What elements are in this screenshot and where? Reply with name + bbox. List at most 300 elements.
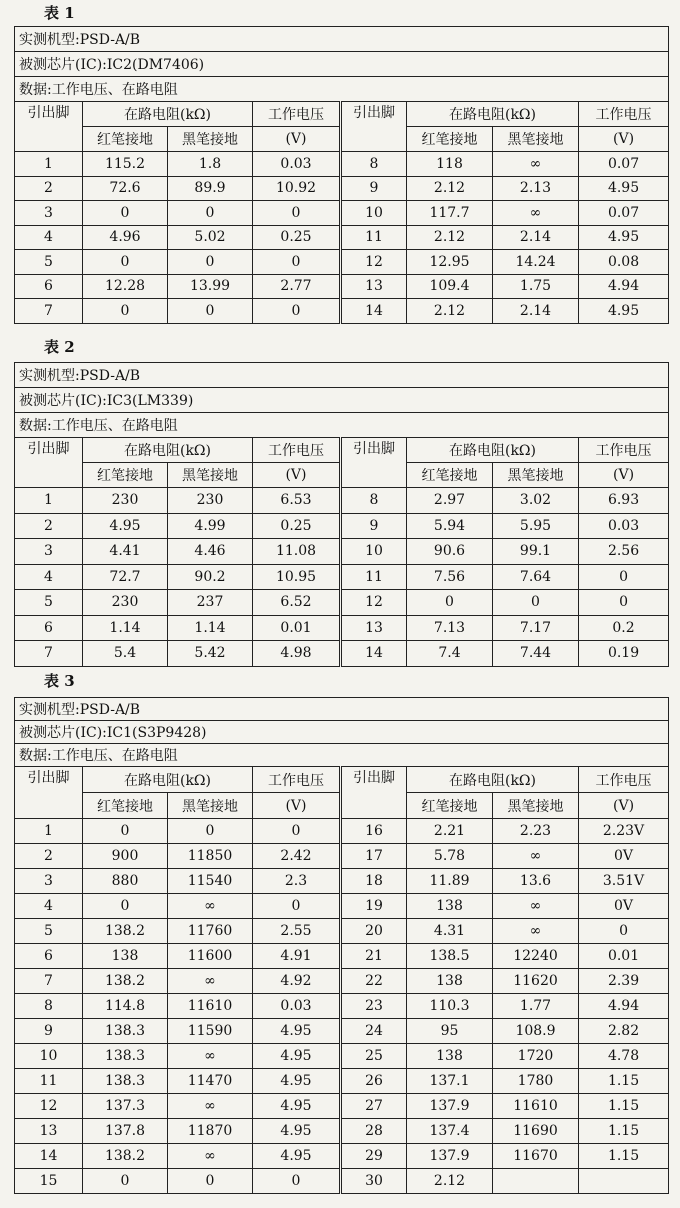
table-cell: 4.95 (253, 1119, 341, 1144)
table-cell: 2 (15, 844, 83, 869)
table-cell: 2 (15, 513, 83, 539)
table-cell: 0 (579, 590, 669, 616)
table-3 (14, 697, 669, 1194)
table-cell: 90.2 (168, 564, 253, 590)
table-3-model: 实测机型:PSD-A/B (15, 698, 669, 721)
table-cell: 0 (579, 919, 669, 944)
table-cell: 1.75 (493, 274, 579, 299)
table-cell: 5 (15, 250, 83, 275)
table-cell: 1.15 (579, 1069, 669, 1094)
table-cell: 3.51V (579, 869, 669, 894)
table-row (15, 513, 669, 539)
table-cell: 0 (253, 819, 341, 844)
red-ground-header: 红笔接地 (407, 463, 493, 488)
table-cell: 0 (83, 894, 168, 919)
table-cell: 7 (15, 641, 83, 667)
table-cell: 4.31 (407, 919, 493, 944)
table-cell: ∞ (493, 894, 579, 919)
table-cell: 4.95 (253, 1094, 341, 1119)
table-cell: 15 (15, 1169, 83, 1194)
table-cell: 8 (341, 152, 407, 177)
table-row (15, 152, 669, 177)
table-cell: 0 (253, 894, 341, 919)
table-cell: ∞ (168, 1044, 253, 1069)
table-cell: ∞ (493, 844, 579, 869)
table-2-model: 实测机型:PSD-A/B (15, 363, 669, 388)
table-cell: 4.99 (168, 513, 253, 539)
table-cell: 11600 (168, 944, 253, 969)
table-cell: 4.95 (253, 1044, 341, 1069)
table-cell: 0.03 (253, 152, 341, 177)
table-cell: 11 (341, 225, 407, 250)
table-row (15, 250, 669, 275)
table-row (15, 1169, 669, 1194)
table-cell: 0 (493, 590, 579, 616)
table-cell: 99.1 (493, 539, 579, 565)
table-cell: 12.28 (83, 274, 168, 299)
table-cell: 12 (15, 1094, 83, 1119)
table-cell: 12.95 (407, 250, 493, 275)
table-cell: 138 (83, 944, 168, 969)
table-cell: 72.6 (83, 176, 168, 201)
table-cell: ∞ (493, 919, 579, 944)
table-cell: 11610 (168, 994, 253, 1019)
table-cell: 4.94 (579, 994, 669, 1019)
table-1-chip: 被测芯片(IC):IC2(DM7406) (15, 52, 669, 77)
table-cell (579, 1169, 669, 1194)
table-cell: 2.39 (579, 969, 669, 994)
voltage-unit: (V) (253, 463, 341, 488)
table-cell: 1.15 (579, 1144, 669, 1169)
table-row (15, 641, 669, 667)
pin-header: 引出脚 (15, 438, 83, 488)
table-cell: 11690 (493, 1119, 579, 1144)
table-row (15, 225, 669, 250)
table-cell: 0 (83, 1169, 168, 1194)
table-cell: 89.9 (168, 176, 253, 201)
table-cell: 2.12 (407, 225, 493, 250)
table-cell: 18 (341, 869, 407, 894)
table-cell: 11870 (168, 1119, 253, 1144)
black-ground-header: 黑笔接地 (493, 127, 579, 152)
table-cell: 30 (341, 1169, 407, 1194)
table-cell: 6.53 (253, 488, 341, 514)
table-cell: 108.9 (493, 1019, 579, 1044)
voltage-unit: (V) (579, 127, 669, 152)
table-cell: 4.96 (83, 225, 168, 250)
table-row (15, 969, 669, 994)
black-ground-header: 黑笔接地 (168, 793, 253, 819)
table-cell: 2.77 (253, 274, 341, 299)
table-cell: 114.8 (83, 994, 168, 1019)
black-ground-header: 黑笔接地 (493, 463, 579, 488)
table-cell: 4.95 (253, 1144, 341, 1169)
table-cell: 12 (341, 250, 407, 275)
table-3-label: 表 3 (44, 672, 75, 690)
table-cell: 880 (83, 869, 168, 894)
table-cell: 4.95 (579, 225, 669, 250)
table-cell: 109.4 (407, 274, 493, 299)
table-cell: 1.15 (579, 1094, 669, 1119)
table-cell: 26 (341, 1069, 407, 1094)
table-cell: 11.08 (253, 539, 341, 565)
table-cell: 6 (15, 944, 83, 969)
table-cell: 19 (341, 894, 407, 919)
table-cell: ∞ (168, 894, 253, 919)
table-cell: 7.44 (493, 641, 579, 667)
table-row (15, 1069, 669, 1094)
table-cell: 1.77 (493, 994, 579, 1019)
table-cell: 4.41 (83, 539, 168, 565)
table-cell: 9 (15, 1019, 83, 1044)
table-cell: 137.1 (407, 1069, 493, 1094)
table-cell: 11 (15, 1069, 83, 1094)
table-cell: 72.7 (83, 564, 168, 590)
table-cell: 0 (168, 250, 253, 275)
table-cell: 5.95 (493, 513, 579, 539)
table-cell: 0.07 (579, 201, 669, 226)
table-cell: 13.6 (493, 869, 579, 894)
table-cell: 3 (15, 869, 83, 894)
table-2-data-desc: 数据:工作电压、在路电阻 (15, 413, 669, 438)
table-cell: 4.91 (253, 944, 341, 969)
table-cell: 11620 (493, 969, 579, 994)
table-cell: 7 (15, 299, 83, 324)
table-row (15, 819, 669, 844)
table-cell: 10 (341, 539, 407, 565)
table-row (15, 944, 669, 969)
table-cell: 14 (341, 641, 407, 667)
voltage-header: 工作电压 (579, 102, 669, 127)
table-cell: 0.03 (579, 513, 669, 539)
voltage-header: 工作电压 (253, 767, 341, 793)
table-cell: 0 (168, 201, 253, 226)
table-cell: 11610 (493, 1094, 579, 1119)
table-cell: 138 (407, 969, 493, 994)
table-cell: 4.98 (253, 641, 341, 667)
table-row (15, 274, 669, 299)
table-cell: 11670 (493, 1144, 579, 1169)
table-cell: 1720 (493, 1044, 579, 1069)
table-cell: 2.12 (407, 1169, 493, 1194)
table-cell: 6.93 (579, 488, 669, 514)
table-row (15, 590, 669, 616)
table-cell: 0.03 (253, 994, 341, 1019)
table-cell: 2.13 (493, 176, 579, 201)
table-row (15, 894, 669, 919)
table-cell: 10 (341, 201, 407, 226)
table-row (15, 176, 669, 201)
table-cell: 2.23V (579, 819, 669, 844)
table-cell: 2.3 (253, 869, 341, 894)
table-cell: 12 (341, 590, 407, 616)
table-cell: 23 (341, 994, 407, 1019)
table-cell: 0 (579, 564, 669, 590)
table-cell: 110.3 (407, 994, 493, 1019)
black-ground-header: 黑笔接地 (168, 127, 253, 152)
resistance-header: 在路电阻(kΩ) (83, 767, 253, 793)
table-cell: 8 (15, 994, 83, 1019)
voltage-unit: (V) (253, 793, 341, 819)
table-cell: 4.78 (579, 1044, 669, 1069)
table-row (15, 1019, 669, 1044)
table-cell: 4.95 (253, 1069, 341, 1094)
table-cell: 4.95 (253, 1019, 341, 1044)
voltage-unit: (V) (579, 463, 669, 488)
table-1 (14, 26, 669, 324)
table-cell: 4 (15, 564, 83, 590)
table-cell: ∞ (493, 152, 579, 177)
table-cell: 4 (15, 894, 83, 919)
table-cell: 9 (341, 513, 407, 539)
table-cell: 2.14 (493, 225, 579, 250)
table-row (15, 299, 669, 324)
resistance-header: 在路电阻(kΩ) (83, 102, 253, 127)
table-row (15, 488, 669, 514)
table-cell: 5 (15, 919, 83, 944)
table-cell: 13 (15, 1119, 83, 1144)
table-cell: 3.02 (493, 488, 579, 514)
table-cell: 95 (407, 1019, 493, 1044)
table-cell: 0.01 (253, 615, 341, 641)
table-cell: 25 (341, 1044, 407, 1069)
table-cell: 118 (407, 152, 493, 177)
table-cell: 230 (168, 488, 253, 514)
table-cell: 1.8 (168, 152, 253, 177)
red-ground-header: 红笔接地 (83, 127, 168, 152)
table-cell: 2.97 (407, 488, 493, 514)
table-cell: 11540 (168, 869, 253, 894)
table-cell: 7.64 (493, 564, 579, 590)
pin-header: 引出脚 (15, 102, 83, 152)
table-cell: 6 (15, 615, 83, 641)
table-cell: 2.55 (253, 919, 341, 944)
table-cell: 137.4 (407, 1119, 493, 1144)
table-cell: ∞ (493, 201, 579, 226)
table-cell: 0.2 (579, 615, 669, 641)
table-cell: 7.17 (493, 615, 579, 641)
table-2 (14, 362, 669, 667)
red-ground-header: 红笔接地 (83, 463, 168, 488)
table-cell: 11850 (168, 844, 253, 869)
table-cell: 0 (253, 299, 341, 324)
table-cell: 2.23 (493, 819, 579, 844)
table-cell: 138.2 (83, 1144, 168, 1169)
table-cell: 14 (15, 1144, 83, 1169)
pin-header: 引出脚 (341, 767, 407, 819)
table-cell: 4.95 (579, 299, 669, 324)
table-cell: 0 (253, 201, 341, 226)
table-cell: 10 (15, 1044, 83, 1069)
resistance-header: 在路电阻(kΩ) (407, 767, 579, 793)
table-cell: 0.08 (579, 250, 669, 275)
table-cell: 0 (83, 250, 168, 275)
table-row (15, 1144, 669, 1169)
table-cell: 11760 (168, 919, 253, 944)
black-ground-header: 黑笔接地 (493, 793, 579, 819)
table-cell: 24 (341, 1019, 407, 1044)
table-cell: 0.07 (579, 152, 669, 177)
table-cell: 0V (579, 844, 669, 869)
table-1-label: 表 1 (44, 4, 75, 22)
table-cell: 4.92 (253, 969, 341, 994)
table-cell: 137.3 (83, 1094, 168, 1119)
table-cell: 1.14 (168, 615, 253, 641)
resistance-header: 在路电阻(kΩ) (83, 438, 253, 463)
table-cell: 1.15 (579, 1119, 669, 1144)
table-cell: 0 (253, 1169, 341, 1194)
table-cell: 2.12 (407, 299, 493, 324)
table-cell: 138.5 (407, 944, 493, 969)
table-cell: 22 (341, 969, 407, 994)
table-row (15, 1119, 669, 1144)
table-cell: 2.14 (493, 299, 579, 324)
table-cell: ∞ (168, 1144, 253, 1169)
table-cell: 2.21 (407, 819, 493, 844)
table-row (15, 869, 669, 894)
table-3-data-desc: 数据:工作电压、在路电阻 (15, 744, 669, 767)
table-1-data-desc: 数据:工作电压、在路电阻 (15, 77, 669, 102)
table-cell: 0 (168, 1169, 253, 1194)
table-cell: 11470 (168, 1069, 253, 1094)
table-cell: 7.56 (407, 564, 493, 590)
table-cell: 27 (341, 1094, 407, 1119)
table-cell: 0.01 (579, 944, 669, 969)
table-cell: 14.24 (493, 250, 579, 275)
red-ground-header: 红笔接地 (407, 127, 493, 152)
table-cell: 0V (579, 894, 669, 919)
table-cell: 10.95 (253, 564, 341, 590)
table-cell: 138.3 (83, 1069, 168, 1094)
table-cell: 7 (15, 969, 83, 994)
table-cell: 1780 (493, 1069, 579, 1094)
table-cell: 90.6 (407, 539, 493, 565)
table-cell: 0.19 (579, 641, 669, 667)
red-ground-header: 红笔接地 (83, 793, 168, 819)
table-row (15, 539, 669, 565)
table-cell: 4.46 (168, 539, 253, 565)
table-cell: 4.94 (579, 274, 669, 299)
table-2-label: 表 2 (44, 338, 75, 356)
table-cell: 17 (341, 844, 407, 869)
table-cell: 4.95 (579, 176, 669, 201)
table-cell: 115.2 (83, 152, 168, 177)
table-cell: 0 (168, 819, 253, 844)
pin-header: 引出脚 (341, 102, 407, 152)
table-cell: 138.2 (83, 969, 168, 994)
table-1-model: 实测机型:PSD-A/B (15, 27, 669, 52)
table-cell: 6.52 (253, 590, 341, 616)
table-cell: 2.82 (579, 1019, 669, 1044)
table-cell: 5 (15, 590, 83, 616)
table-row (15, 564, 669, 590)
table-cell: 0 (83, 201, 168, 226)
table-cell: 4.95 (83, 513, 168, 539)
table-cell: 20 (341, 919, 407, 944)
table-cell (493, 1169, 579, 1194)
resistance-header: 在路电阻(kΩ) (407, 102, 579, 127)
table-cell: 230 (83, 488, 168, 514)
table-cell: 0.25 (253, 513, 341, 539)
resistance-header: 在路电阻(kΩ) (407, 438, 579, 463)
black-ground-header: 黑笔接地 (168, 463, 253, 488)
table-cell: 5.94 (407, 513, 493, 539)
table-cell: 14 (341, 299, 407, 324)
table-cell: 237 (168, 590, 253, 616)
table-cell: 138 (407, 1044, 493, 1069)
table-cell: 9 (341, 176, 407, 201)
red-ground-header: 红笔接地 (407, 793, 493, 819)
table-cell: 138.3 (83, 1044, 168, 1069)
table-cell: 29 (341, 1144, 407, 1169)
table-cell: 3 (15, 201, 83, 226)
table-cell: 117.7 (407, 201, 493, 226)
voltage-header: 工作电压 (253, 438, 341, 463)
table-cell: 2.56 (579, 539, 669, 565)
table-cell: 1 (15, 488, 83, 514)
table-2-chip: 被测芯片(IC):IC3(LM339) (15, 388, 669, 413)
table-cell: 16 (341, 819, 407, 844)
pin-header: 引出脚 (341, 438, 407, 488)
table-cell: 0 (168, 299, 253, 324)
table-cell: 2.42 (253, 844, 341, 869)
table-cell: 1 (15, 819, 83, 844)
table-cell: 138.3 (83, 1019, 168, 1044)
table-row (15, 919, 669, 944)
table-cell: 137.8 (83, 1119, 168, 1144)
table-cell: 13.99 (168, 274, 253, 299)
table-row (15, 994, 669, 1019)
table-cell: 0.25 (253, 225, 341, 250)
table-cell: 2 (15, 176, 83, 201)
table-cell: 0 (407, 590, 493, 616)
table-cell: 0 (83, 819, 168, 844)
voltage-header: 工作电压 (579, 767, 669, 793)
table-cell: 0 (83, 299, 168, 324)
table-cell: 11590 (168, 1019, 253, 1044)
table-cell: 900 (83, 844, 168, 869)
table-cell: 13 (341, 615, 407, 641)
table-cell: 5.02 (168, 225, 253, 250)
table-cell: 2.12 (407, 176, 493, 201)
table-cell: 7.13 (407, 615, 493, 641)
table-cell: 138 (407, 894, 493, 919)
table-cell: 7.4 (407, 641, 493, 667)
table-cell: 5.78 (407, 844, 493, 869)
table-row (15, 615, 669, 641)
table-row (15, 1094, 669, 1119)
table-cell: 3 (15, 539, 83, 565)
table-cell: ∞ (168, 1094, 253, 1119)
table-row (15, 844, 669, 869)
table-cell: 28 (341, 1119, 407, 1144)
pin-header: 引出脚 (15, 767, 83, 819)
table-cell: 137.9 (407, 1094, 493, 1119)
table-cell: 6 (15, 274, 83, 299)
table-cell: 230 (83, 590, 168, 616)
table-cell: 10.92 (253, 176, 341, 201)
table-cell: 11 (341, 564, 407, 590)
table-cell: 137.9 (407, 1144, 493, 1169)
table-row (15, 201, 669, 226)
table-row (15, 1044, 669, 1069)
table-cell: 13 (341, 274, 407, 299)
table-cell: 0 (253, 250, 341, 275)
table-3-chip: 被测芯片(IC):IC1(S3P9428) (15, 721, 669, 744)
voltage-header: 工作电压 (253, 102, 341, 127)
table-cell: 1.14 (83, 615, 168, 641)
table-cell: 21 (341, 944, 407, 969)
